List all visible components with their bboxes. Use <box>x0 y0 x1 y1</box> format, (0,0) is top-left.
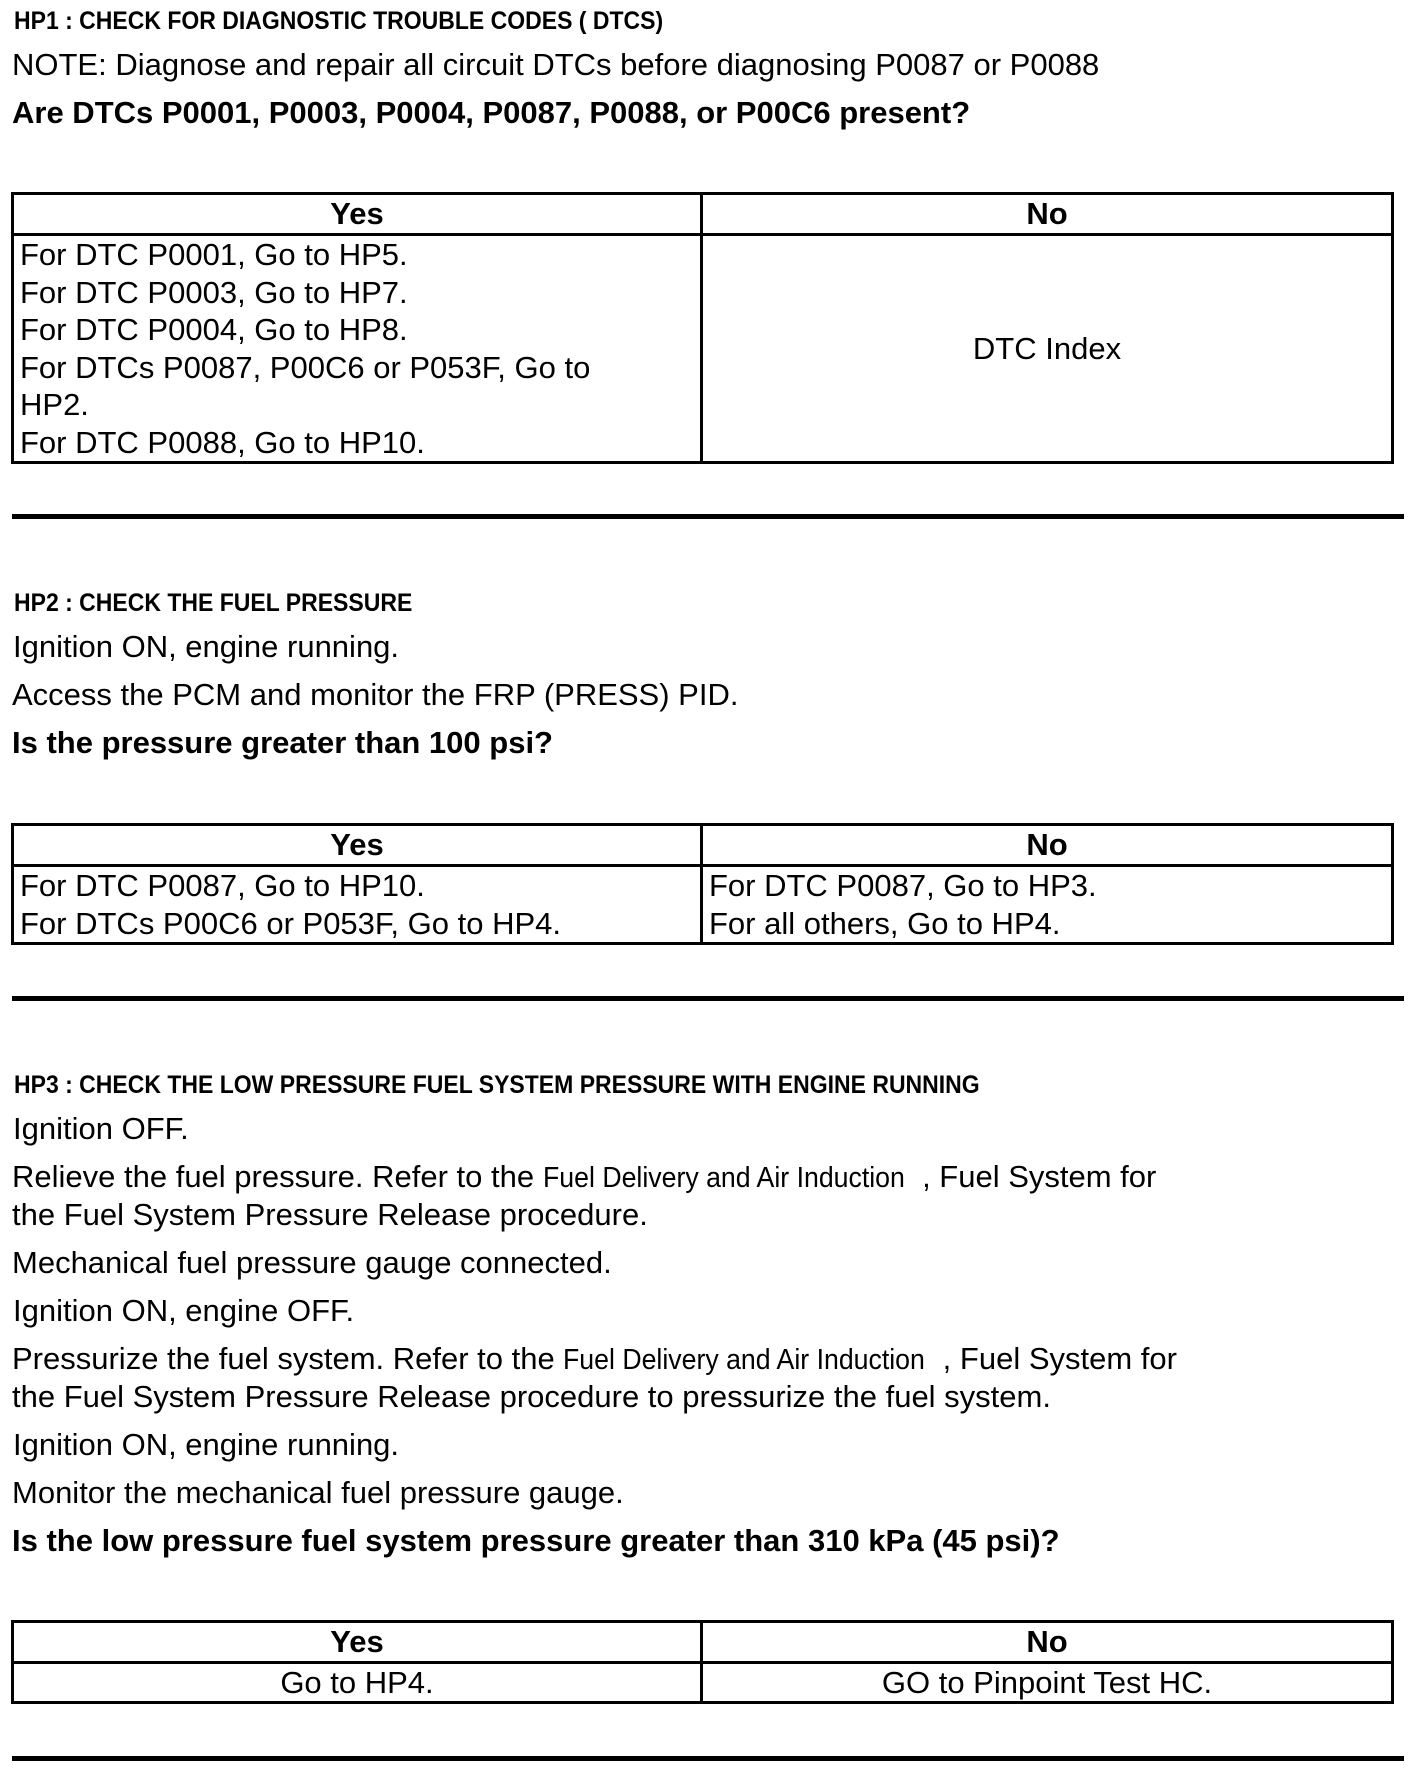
hp1-decision-table <box>11 192 1394 464</box>
section-divider <box>12 1756 1404 1761</box>
hp2-yes-cell <box>13 866 702 944</box>
hp3-step-cont: the Fuel System Pressure Release procedure to pressurize the fuel system. <box>12 1379 1051 1414</box>
hp3-question: Is the low pressure fuel system pressure greater than 310 kPa (45 psi)? <box>12 1523 1060 1558</box>
section-divider <box>12 996 1404 1001</box>
hp1-yes-line: For DTC P0088, Go to HP10. <box>20 424 425 460</box>
section-divider <box>12 514 1404 519</box>
hp3-step: Monitor the mechanical fuel pressure gauge. <box>12 1475 624 1510</box>
hp2-no-line: For DTC P0087, Go to HP3. <box>709 868 1097 903</box>
hp3-step2-reference-link[interactable]: Fuel Delivery and Air Induction <box>542 1162 905 1194</box>
hp1-yes-line: For DTC P0003, Go to HP7. <box>20 274 408 310</box>
hp1-yes-line: For DTCs P0087, P00C6 or P053F, Go to <box>20 349 591 385</box>
hp3-step5-reference-link[interactable]: Fuel Delivery and Air Induction <box>563 1344 926 1376</box>
hp2-no-cell <box>702 866 1393 944</box>
hp1-yes-line: For DTC P0004, Go to HP8. <box>20 312 408 347</box>
hp2-decision-table <box>11 823 1394 945</box>
hp3-no-cell: GO to Pinpoint Test HC. <box>702 1663 1393 1703</box>
hp2-yes-header: Yes <box>13 825 702 866</box>
hp2-heading: HP2 : CHECK THE FUEL PRESSURE <box>14 589 413 617</box>
hp3-step: Ignition ON, engine running. <box>13 1427 400 1462</box>
hp3-step2-text: , Fuel System for <box>922 1159 1157 1194</box>
hp2-step: Access the PCM and monitor the FRP (PRESS) PID. <box>12 677 739 712</box>
hp1-no-header: No <box>702 194 1393 235</box>
hp3-no-header: No <box>702 1622 1393 1663</box>
hp2-question: Is the pressure greater than 100 psi? <box>12 725 553 760</box>
hp3-heading: HP3 : CHECK THE LOW PRESSURE FUEL SYSTEM PRESSURE WITH ENGINE RUNNING <box>14 1071 980 1099</box>
hp3-step2-text: Relieve the fuel pressure. Refer to the <box>12 1159 535 1194</box>
hp1-no-cell: DTC Index <box>702 235 1393 463</box>
hp2-yes-line: For DTCs P00C6 or P053F, Go to HP4. <box>20 905 561 941</box>
hp1-note: NOTE: Diagnose and repair all circuit DTCs before diagnosing P0087 or P0088 <box>12 47 1100 82</box>
hp2-step: Ignition ON, engine running. <box>13 629 400 664</box>
hp3-decision-table <box>11 1620 1394 1704</box>
hp2-no-header: No <box>702 825 1393 866</box>
hp3-step5-text: Pressurize the fuel system. Refer to the <box>12 1341 555 1376</box>
hp1-question: Are DTCs P0001, P0003, P0004, P0087, P0088, or P00C6 present? <box>12 95 971 130</box>
hp1-yes-line: For DTC P0001, Go to HP5. <box>20 237 408 272</box>
hp3-step-cont: the Fuel System Pressure Release procedure. <box>12 1197 648 1232</box>
hp3-yes-cell: Go to HP4. <box>13 1663 702 1703</box>
hp1-heading: HP1 : CHECK FOR DIAGNOSTIC TROUBLE CODES ( DTCS) <box>14 7 664 35</box>
hp3-step5-text: , Fuel System for <box>942 1341 1177 1376</box>
hp1-yes-line: HP2. <box>20 387 89 422</box>
hp3-step <box>12 1340 1177 1379</box>
hp3-step: Ignition OFF. <box>13 1111 189 1146</box>
hp3-step: Ignition ON, engine OFF. <box>13 1293 355 1328</box>
hp3-step <box>12 1158 1156 1197</box>
hp2-yes-line: For DTC P0087, Go to HP10. <box>20 868 425 903</box>
hp2-no-line: For all others, Go to HP4. <box>709 905 1061 941</box>
hp3-step: Mechanical fuel pressure gauge connected. <box>12 1245 612 1280</box>
hp3-yes-header: Yes <box>13 1622 702 1663</box>
hp1-yes-header: Yes <box>13 194 702 235</box>
hp1-yes-cell <box>13 235 702 463</box>
